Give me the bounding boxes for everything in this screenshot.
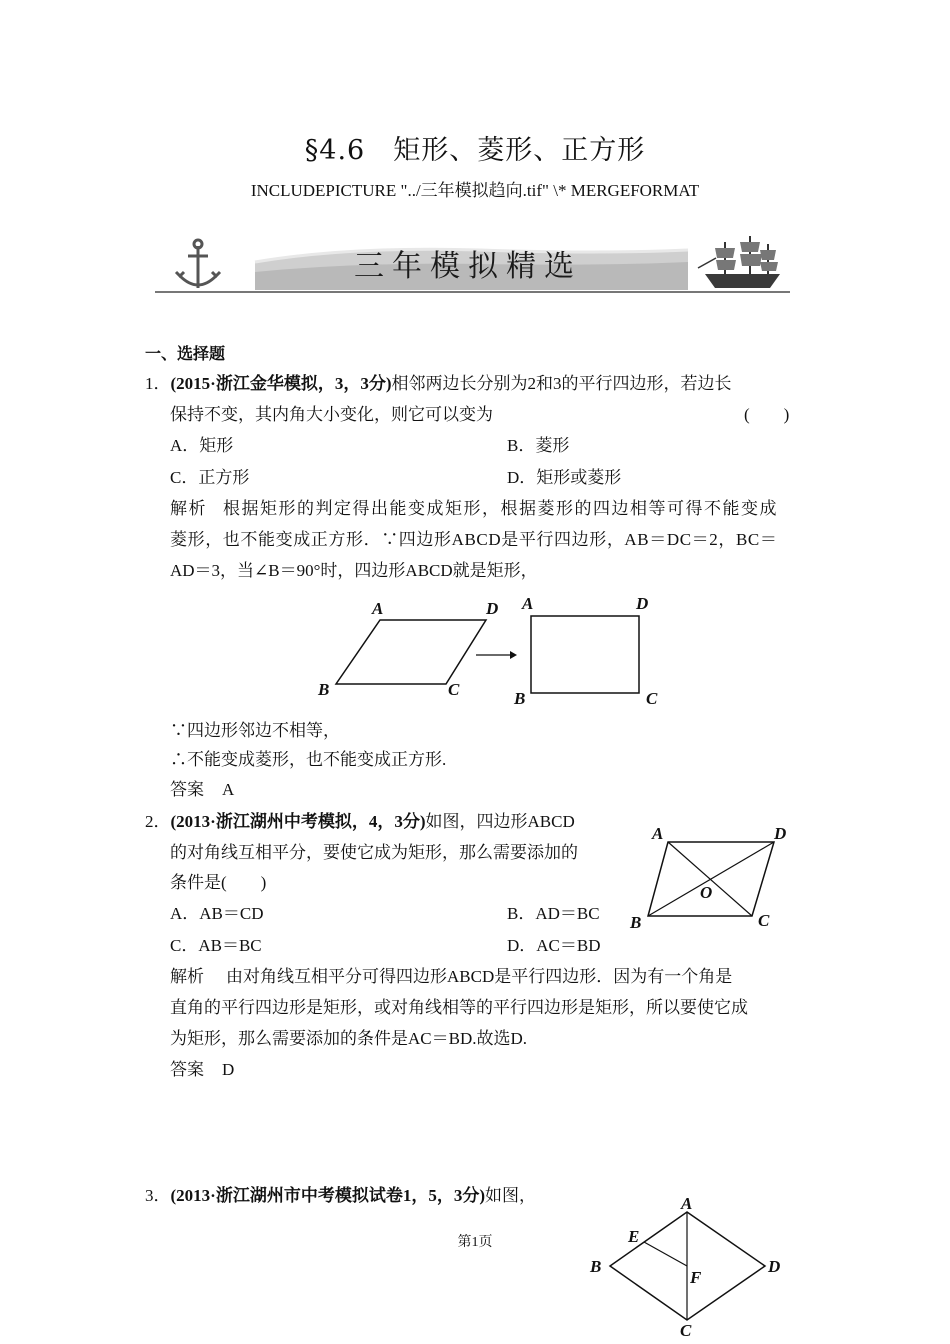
- q1-parallelogram: [336, 620, 486, 684]
- question-2-number: 2．: [145, 812, 171, 831]
- q2-analysis-text-1: 由对角线互相平分可得四边形ABCD是平行四边形．因为有一个角是: [226, 967, 733, 986]
- q1-analysis-text-1: 根据矩形的判定得出能变成矩形，根据菱形的四边相等可得不能变成: [223, 499, 778, 518]
- q1-option-b: B．菱形: [507, 436, 570, 455]
- q2-option-b: B．AD＝BC: [507, 904, 600, 923]
- anchor-icon: [176, 240, 220, 288]
- banner-title: 三年模拟精选: [354, 249, 582, 284]
- q1-option-c: C．正方形: [170, 468, 250, 487]
- q1-reason-1: ∵四边形邻边不相等，: [170, 721, 340, 740]
- q2-label-c: C: [758, 911, 770, 930]
- question-1-stem: 相邻两边长分别为2和3的平行四边形，若边长: [391, 374, 732, 393]
- q1-label-c2: C: [646, 689, 658, 708]
- page-number: 第1页: [457, 1235, 493, 1250]
- q2-analysis-text-2: 直角的平行四边形是矩形，或对角线相等的平行四边形是矩形，所以要使它成: [170, 998, 748, 1017]
- q2-analysis-line-1: [170, 966, 732, 988]
- q2-answer-line: [170, 1059, 234, 1081]
- q1-label-b1: B: [318, 680, 330, 699]
- q1-answer-line: [170, 779, 234, 801]
- question-2-stem-1: 如图，四边形ABCD: [425, 812, 575, 831]
- q1-option-a: A．矩形: [170, 436, 234, 455]
- q1-label-b2: B: [514, 689, 526, 708]
- q1-analysis-label: 解析: [170, 499, 207, 518]
- question-3-source: (2013·浙江湖州市中考模拟试卷1，5，3分): [170, 1186, 485, 1205]
- question-2-stem-3: 条件是( ): [170, 873, 267, 892]
- q1-label-d2: D: [636, 594, 649, 613]
- q2-analysis-text-3: 为矩形，那么需要添加的条件是AC＝BD.故选D.: [170, 1029, 528, 1048]
- q3-label-e: E: [628, 1227, 640, 1246]
- q1-answer-label: 答案: [170, 780, 204, 799]
- q2-option-a: A．AB＝CD: [170, 904, 264, 923]
- q2-answer-value: D: [222, 1060, 235, 1079]
- question-2-line-1: [145, 811, 575, 833]
- q1-answer-value: A: [222, 780, 235, 799]
- q1-label-a2: A: [522, 594, 534, 613]
- q1-reason-2: ∴不能变成菱形，也不能变成正方形.: [170, 750, 447, 769]
- q1-label-c1: C: [448, 680, 460, 699]
- q3-label-b: B: [590, 1257, 602, 1276]
- q2-figure: [626, 820, 796, 935]
- q1-label-d1: D: [486, 599, 499, 618]
- q3-label-f: F: [690, 1268, 702, 1287]
- q2-label-a: A: [652, 824, 664, 843]
- q3-figure: [580, 1190, 790, 1340]
- question-1-source: (2015·浙江金华模拟，3，3分): [170, 374, 392, 393]
- q1-arrow: [476, 651, 517, 659]
- q1-figure: [310, 592, 670, 712]
- q3-label-c: C: [680, 1321, 692, 1340]
- q1-label-a1: A: [372, 599, 384, 618]
- q1-option-d: D．矩形或菱形: [507, 468, 622, 487]
- question-1-stem-2: 保持不变，其内角大小变化，则它可以变为: [170, 405, 493, 424]
- question-1-number: 1．: [145, 374, 171, 393]
- q2-answer-label: 答案: [170, 1060, 204, 1079]
- q2-option-d: D．AC＝BD: [507, 936, 601, 955]
- question-2-source: (2013·浙江湖州中考模拟，4，3分): [170, 812, 426, 831]
- page-title: §4.6 矩形、菱形、正方形: [304, 135, 646, 166]
- include-field-text: INCLUDEPICTURE "../三年模拟趋向.tif" \* MERGEFORMAT: [250, 181, 700, 200]
- q2-option-c: C．AB＝BC: [170, 936, 262, 955]
- section-banner: [150, 232, 795, 303]
- q1-rectangle: [531, 616, 639, 693]
- question-3-line-1: [145, 1185, 536, 1207]
- q3-label-a: A: [681, 1194, 693, 1213]
- q3-label-d: D: [768, 1257, 781, 1276]
- q2-label-o: O: [700, 883, 713, 902]
- q2-label-b: B: [630, 913, 642, 932]
- q1-analysis-line-1: [170, 498, 778, 520]
- q1-analysis-text-3: AD＝3，当∠B＝90°时，四边形ABCD就是矩形，: [170, 561, 538, 580]
- question-1-answer-paren: ( ): [744, 405, 790, 424]
- q2-label-d: D: [774, 824, 787, 843]
- question-1-line-1: [145, 373, 732, 395]
- question-3-stem-1: 如图，: [485, 1186, 536, 1205]
- q2-analysis-label: 解析: [170, 967, 204, 986]
- section-heading: 一、选择题: [145, 344, 226, 363]
- question-3-number: 3．: [145, 1186, 171, 1205]
- ship-icon: [698, 236, 780, 288]
- q1-analysis-text-2: 菱形，也不能变成正方形．∵四边形ABCD是平行四边形，AB＝DC＝2，BC＝: [170, 530, 778, 549]
- question-2-stem-2: 的对角线互相平分，要使它成为矩形，那么需要添加的: [170, 843, 578, 862]
